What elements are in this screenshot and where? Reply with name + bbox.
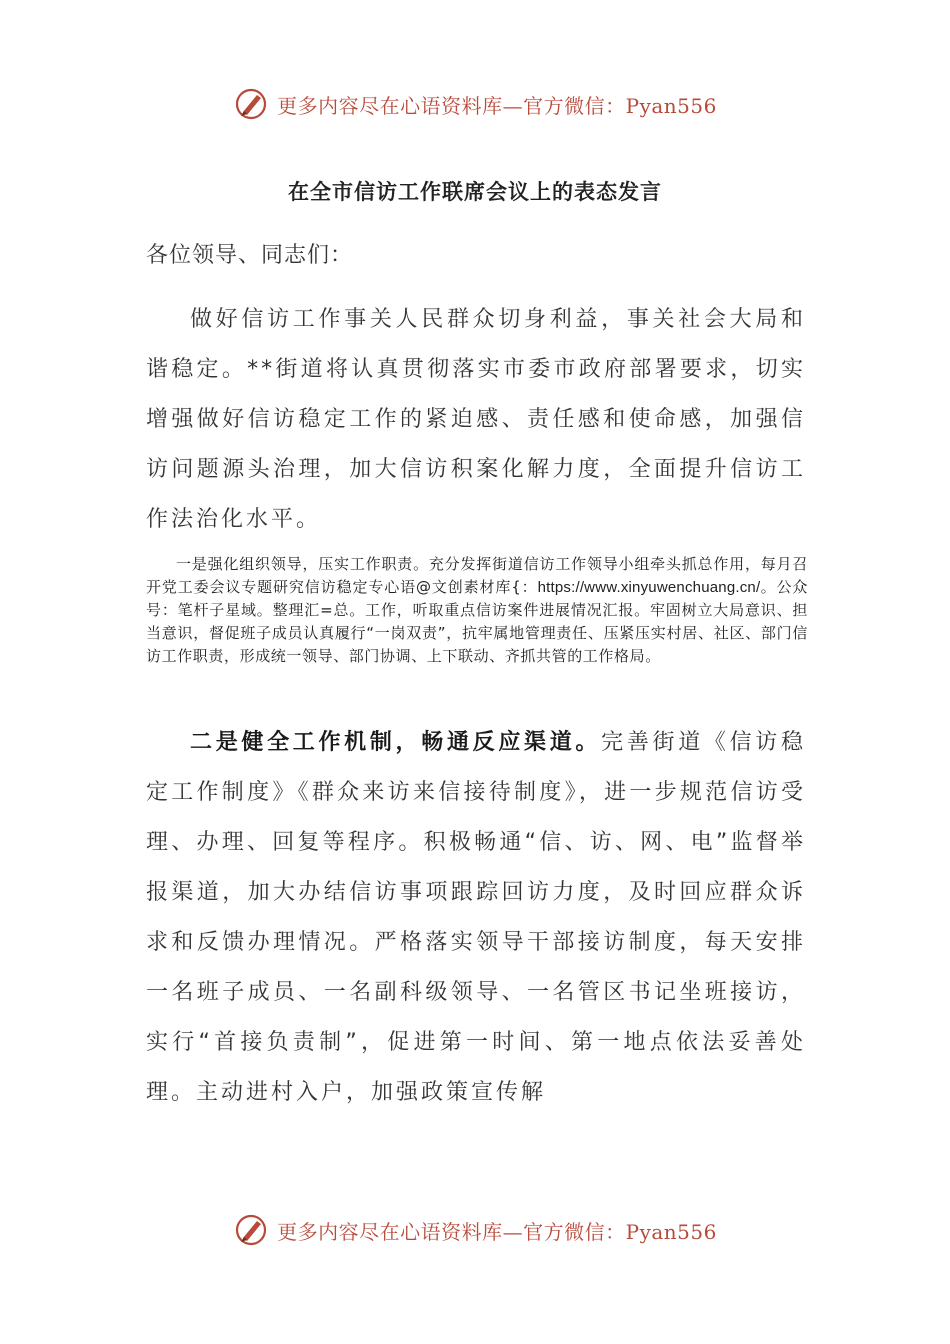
section-1-url: https://www.xinyuwenchuang.cn/	[537, 579, 761, 596]
section-2-heading: 二是健全工作机制，畅通反应渠道。	[190, 730, 602, 755]
salutation: 各位领导、同志们：	[146, 243, 354, 268]
section-2-body: 完善街道《信访稳定工作制度》《群众来访来信接待制度》，进一步规范信访受理、办理、回复等程序。积极畅通“信、访、网、电”监督举报渠道，加大办结信访事项跟踪回访力度，及时回应群众诉求和反馈办理情况。严格落实领导干部接访制度，每天安排一名班子成员、一名副科级领导、一名管区书记坐班接访，实行“首接负责制”，促进第一时间、第一地点依法妥善处理。主动进村入户，加强政策宣传解	[146, 730, 806, 1105]
footer-banner	[0, 1210, 950, 1250]
section-1-paragraph	[146, 553, 808, 668]
section-1-text-a: 一是强化组织领导，压实工作职责。充分发挥街道信访工作领导小组牵头抓总作用，每月召开党工委会议专题研究信访稳定专心语@文创素材库{：	[146, 555, 808, 596]
section-1-text-b: 。公众号：笔杆子星域。整理汇=总。工作，听取重点信访案件进展情况汇报。牢固树立大局意识、担当意识，督促班子成员认真履行“一岗双责”，抗牢属地管理责任、压紧压实村居、社区、部门信访工作职责，形成统一领导、部门协调、上下联动、齐抓共管的工作格局。	[146, 578, 809, 665]
section-2-paragraph	[146, 718, 806, 1118]
intro-paragraph: 做好信访工作事关人民群众切身利益，事关社会大局和谐稳定。**街道将认真贯彻落实市委市政府部署要求，切实增强做好信访稳定工作的紧迫感、责任感和使命感，加强信访问题源头治理，加大信访积案化解力度，全面提升信访工作法治化水平。	[146, 307, 806, 532]
header-banner-text: 更多内容尽在心语资料库—官方微信：Pyan556	[277, 93, 717, 118]
header-banner	[0, 84, 950, 124]
pen-logo-icon	[233, 86, 269, 122]
pen-logo-icon	[233, 1212, 269, 1248]
page-title: 在全市信访工作联席会议上的表态发言	[288, 180, 662, 204]
footer-banner-text: 更多内容尽在心语资料库—官方微信：Pyan556	[277, 1219, 717, 1244]
